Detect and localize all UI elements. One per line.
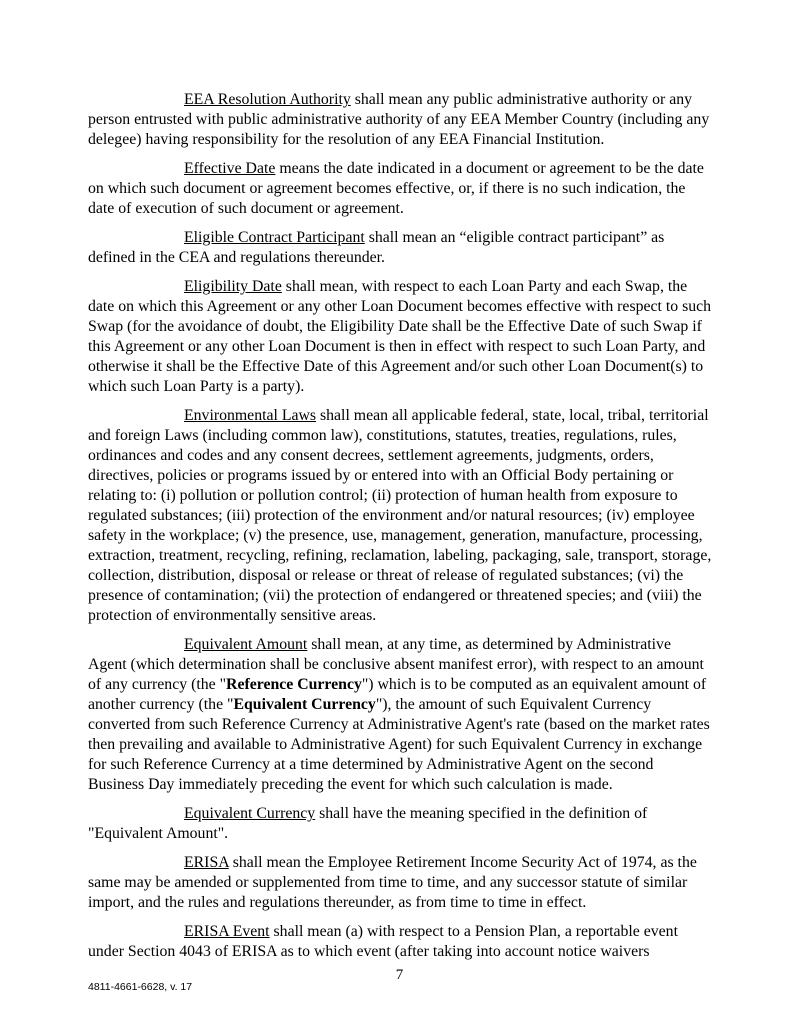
paragraph-text: shall mean, at any time, as determined by Administrative Agent (which determination shall be conclusive absent manifest error), with respect to an amount of any currency (the ": [88, 636, 704, 693]
page-number: 7: [395, 967, 404, 983]
paragraph-text: shall mean all applicable federal, state, local, tribal, territorial and foreign Laws (including common law), constitutions, statutes, treaties, regulations, rules, ordinances and codes and any consent decrees, settlement agreements, judgments, orders, directives, policies or programs issued by or entered into with an Official Body pertaining or relating to: (i) pollution or pollution control; (ii) protection of human health from exposure to regulated substances; (iii) protection of the environment and/or natural resources; (iv) employee safety in the workplace; (v) the presence, use, management, generation, manufacture, processing, extraction, treatment, recycling, refining, reclamation, labeling, packaging, sale, transport, storage, collection, distribution, disposal or release or threat of release of regulated substances; (vi) the presence of contamination; (vii) the protection of endangered or threatened species; and (viii) the protection of environmentally sensitive areas.: [88, 407, 712, 624]
definition-paragraph: [88, 277, 712, 397]
definition-paragraph: [88, 406, 712, 626]
defined-term: ERISA Event: [184, 923, 270, 940]
defined-term: Eligibility Date: [184, 278, 282, 295]
definition-paragraph: [88, 159, 712, 219]
paragraph-text: shall mean (a) with respect to a Pension Plan, a reportable event under Section 4043 of ERISA as to which event (after taking into account notice waivers: [88, 923, 678, 960]
defined-term: Environmental Laws: [184, 407, 317, 424]
defined-term: Equivalent Amount: [184, 636, 308, 653]
defined-term: EEA Resolution Authority: [184, 91, 351, 108]
definition-paragraph: [88, 635, 712, 795]
paragraph-text: shall have the meaning specified in the definition of "Equivalent Amount".: [88, 805, 648, 842]
defined-term: Equivalent Currency: [184, 805, 316, 822]
paragraph-text: shall mean any public administrative authority or any person entrusted with public administrative authority of any EEA Member Country (including any delegee) having responsibility for the resolution of any EEA Financial Institution.: [88, 91, 710, 148]
paragraph-text: shall mean an “eligible contract participant” as defined in the CEA and regulations thereunder.: [88, 229, 665, 266]
paragraph-text: ") which is to be computed as an equivalent amount of another currency (the ": [88, 676, 707, 713]
definition-paragraph: [88, 922, 712, 962]
definition-paragraph: [88, 90, 712, 150]
definition-paragraph: [88, 228, 712, 268]
definition-paragraph: [88, 853, 712, 913]
bold-term: Reference Currency: [226, 676, 362, 693]
bold-term: Equivalent Currency: [233, 696, 376, 713]
paragraph-text: shall mean, with respect to each Loan Party and each Swap, the date on which this Agreement or any other Loan Document becomes effective with respect to such Swap (for the avoidance of doubt, the Eligibility Date shall be the Effective Date of such Swap if this Agreement or any other Loan Document is then in effect with respect to such Loan Party, and otherwise it shall be the Effective Date of this Agreement and/or such other Loan Document(s) to which such Loan Party is a party).: [88, 278, 712, 395]
paragraph-text: "), the amount of such Equivalent Currency converted from such Reference Currency at Administrative Agent's rate (based on the market rates then prevailing and available to Administrative Agent) for such Equivalent Currency in exchange for such Reference Currency at a time determined by Administrative Agent on the second Business Day immediately preceding the event for which such calculation is made.: [88, 696, 710, 793]
defined-term: Eligible Contract Participant: [184, 229, 365, 246]
defined-term: Effective Date: [184, 160, 276, 177]
defined-term: ERISA: [184, 854, 229, 871]
definition-paragraph: [88, 804, 712, 844]
document-body: [88, 90, 712, 971]
paragraph-text: shall mean the Employee Retirement Income Security Act of 1974, as the same may be amended or supplemented from time to time, and any successor statute of similar import, and the rules and regulations thereunder, as from time to time in effect.: [88, 854, 697, 911]
paragraph-text: means the date indicated in a document or agreement to be the date on which such document or agreement becomes effective, or, if there is no such indication, the date of execution of such document or agreement.: [88, 160, 704, 217]
document-id-footer: 4811-4661-6628, v. 17: [88, 981, 193, 993]
